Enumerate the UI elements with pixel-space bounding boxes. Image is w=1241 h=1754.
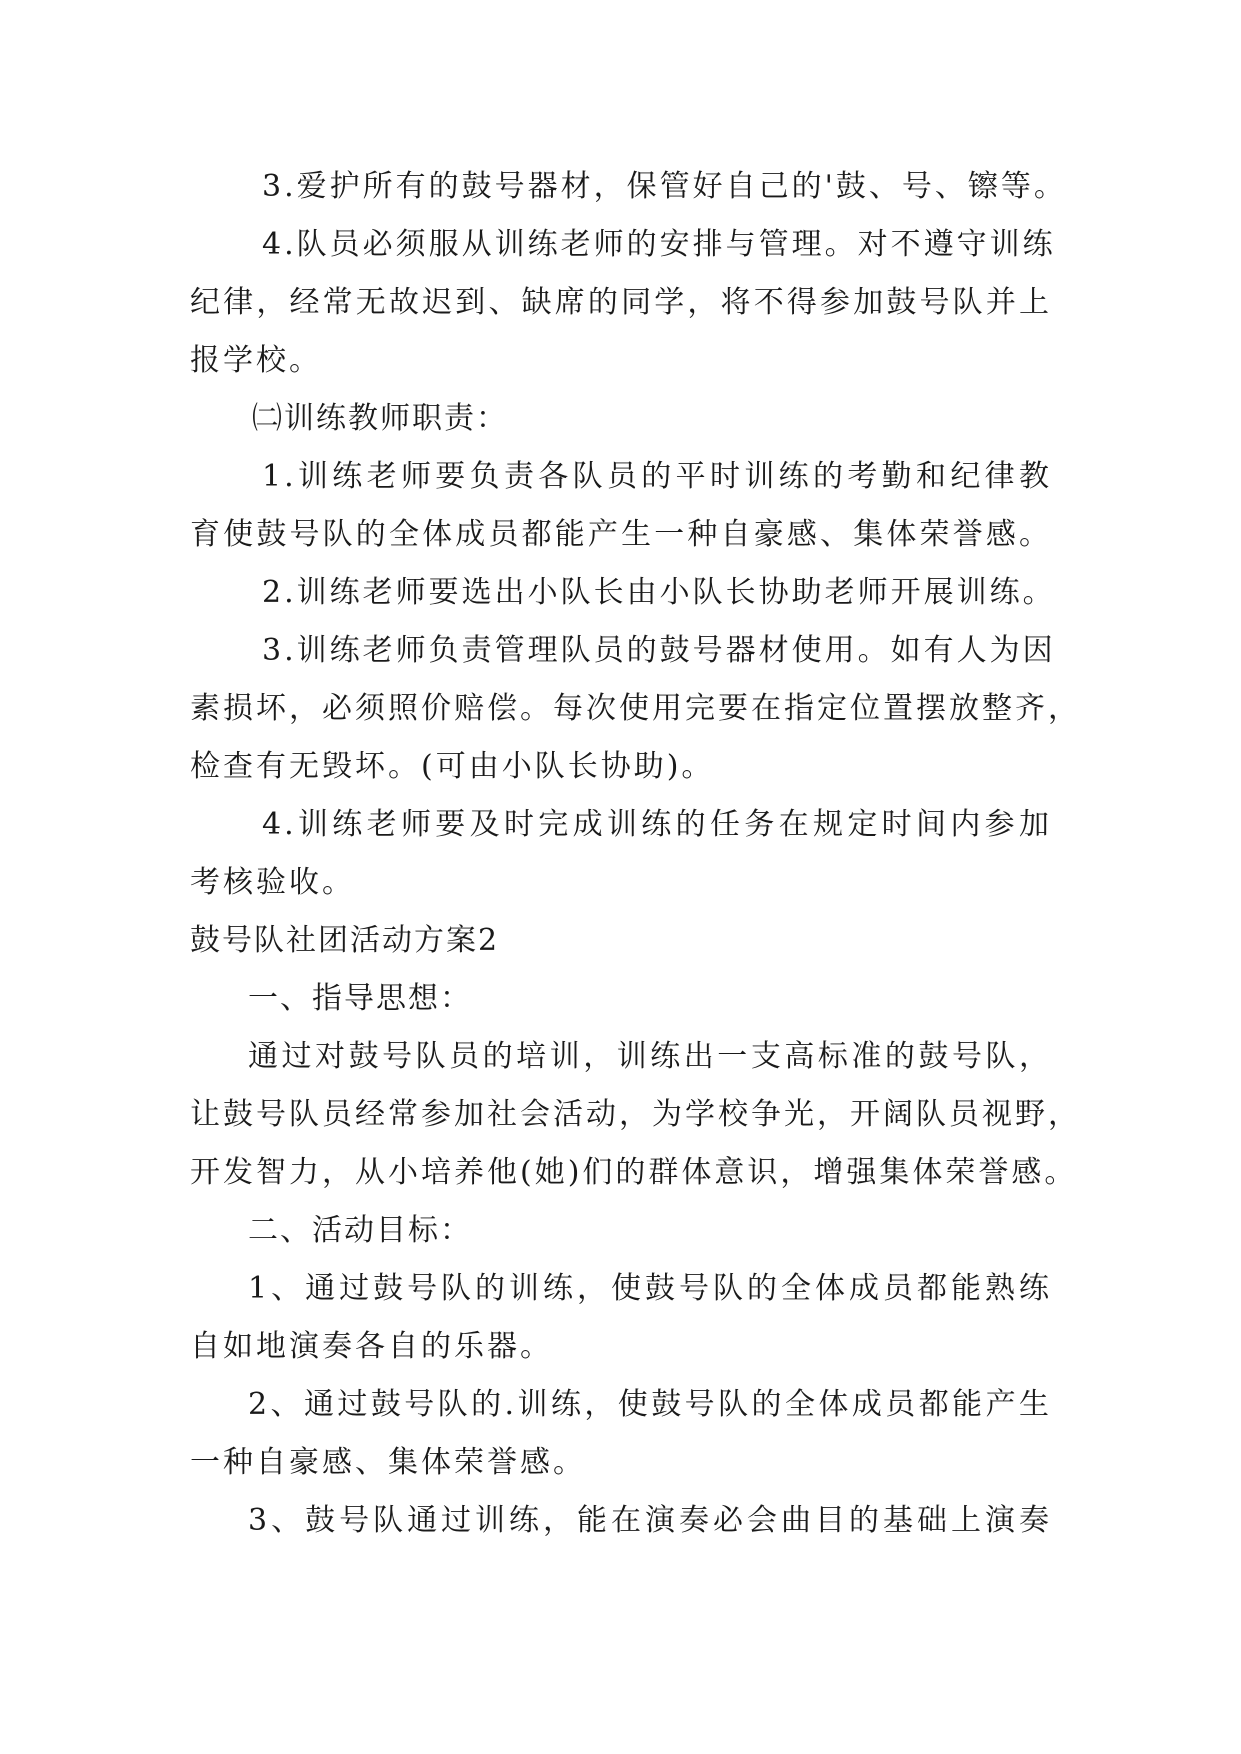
paragraph-line: 4.训练老师要及时完成训练的任务在规定时间内参加 [262, 807, 1052, 842]
paragraph-line: 3、鼓号队通过训练，能在演奏必会曲目的基础上演奏 [248, 1503, 1052, 1538]
paragraph-line: 3.训练老师负责管理队员的鼓号器材使用。如有人为因 [262, 633, 1056, 668]
paragraph-line: 2.训练老师要选出小队长由小队长协助老师开展训练。 [262, 575, 1056, 610]
paragraph-line: 考核验收。 [190, 865, 355, 900]
paragraph-line: 通过对鼓号队员的培训，训练出一支高标准的鼓号队， [248, 1039, 1052, 1074]
paragraph-line: 自如地演奏各自的乐器。 [190, 1329, 553, 1364]
paragraph-line: 让鼓号队员经常参加社会活动，为学校争光，开阔队员视野， [190, 1097, 1081, 1132]
paragraph-line: 一种自豪感、集体荣誉感。 [190, 1445, 586, 1480]
paragraph-line: 2、通过鼓号队的.训练，使鼓号队的全体成员都能产生 [248, 1387, 1052, 1422]
section-heading: 二、活动目标： [248, 1213, 472, 1248]
paragraph-line: 4.队员必须服从训练老师的安排与管理。对不遵守训练 [262, 227, 1056, 262]
paragraph-line: 1.训练老师要负责各队员的平时训练的考勤和纪律教 [262, 459, 1052, 494]
document-section-title: 鼓号队社团活动方案2 [190, 923, 500, 958]
paragraph-line: 报学校。 [190, 343, 322, 378]
paragraph-line: 纪律，经常无故迟到、缺席的同学，将不得参加鼓号队并上 [190, 285, 1052, 320]
paragraph-line: 3.爱护所有的鼓号器材，保管好自己的'鼓、号、镲等。 [262, 169, 1067, 204]
paragraph-line: 开发智力，从小培养他(她)们的群体意识，增强集体荣誉感。 [190, 1155, 1078, 1190]
section-heading: 一、指导思想： [248, 981, 472, 1016]
section-heading: ㈡训练教师职责： [252, 401, 508, 436]
paragraph-line: 育使鼓号队的全体成员都能产生一种自豪感、集体荣誉感。 [190, 517, 1052, 552]
paragraph-line: 检查有无毁坏。(可由小队长协助)。 [190, 749, 715, 784]
document-body [190, 158, 1081, 1550]
paragraph-line: 1、通过鼓号队的训练，使鼓号队的全体成员都能熟练 [248, 1271, 1052, 1306]
paragraph-line: 素损坏，必须照价赔偿。每次使用完要在指定位置摆放整齐， [190, 691, 1081, 726]
